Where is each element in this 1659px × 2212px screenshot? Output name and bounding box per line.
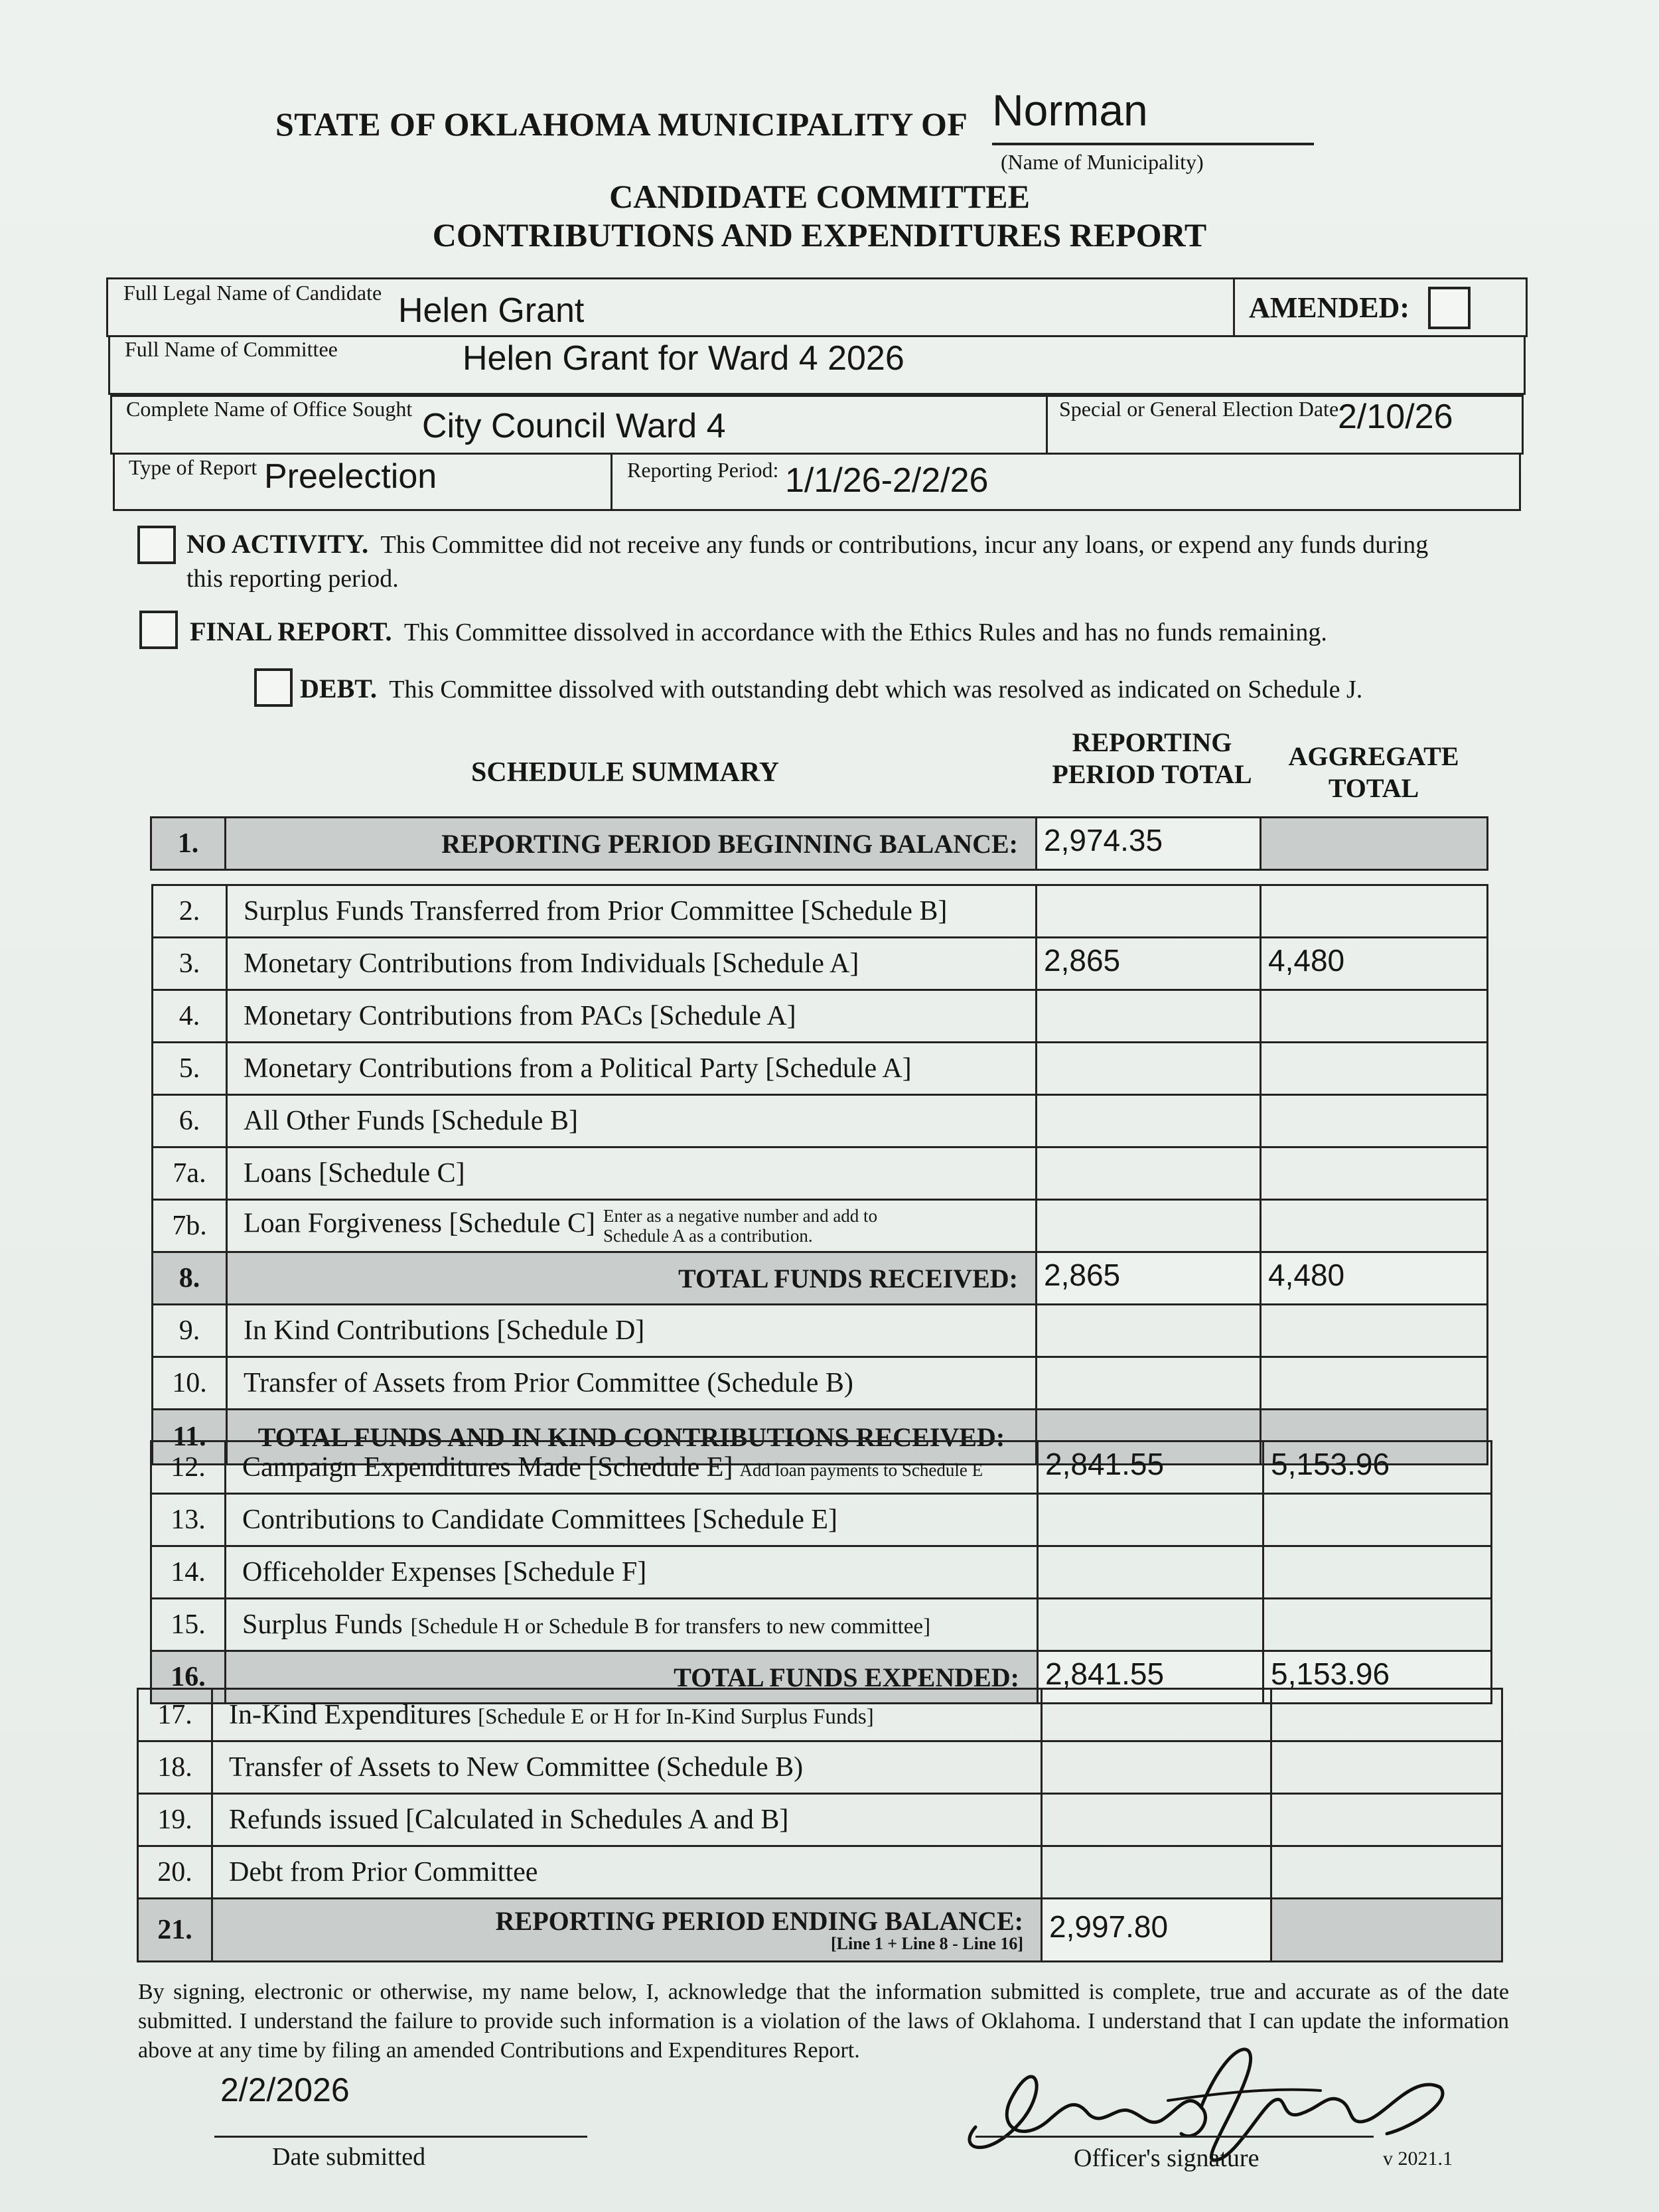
beginning-balance-table [150,816,1488,871]
period-amount[interactable]: 2,841.55 [1038,1651,1263,1704]
aggregate-amount[interactable] [1271,1741,1502,1794]
row-label-text: Surplus Funds [242,1609,403,1640]
aggregate-amount[interactable]: 5,153.96 [1263,1441,1492,1494]
amended-checkbox[interactable] [1428,287,1471,329]
row-label [227,1095,1037,1147]
aggregate-amount[interactable] [1271,1899,1502,1962]
aggregate-amount[interactable] [1263,1599,1492,1651]
date-submitted-value[interactable]: 2/2/2026 [220,2071,350,2108]
period-amount[interactable] [1037,990,1261,1043]
row-label-text: Campaign Expenditures Made [Schedule E] [242,1452,733,1483]
row-label-text: Loan Forgiveness [Schedule C] [244,1208,595,1239]
summary-row [153,990,1488,1043]
aggregate-amount[interactable] [1271,1689,1502,1741]
period-amount[interactable] [1037,1357,1261,1410]
row-label: TOTAL FUNDS RECEIVED: [227,1252,1037,1305]
period-amount[interactable] [1038,1599,1263,1651]
aggregate-amount[interactable] [1261,1147,1488,1200]
aggregate-amount[interactable] [1261,1043,1488,1095]
no-activity-title: NO ACTIVITY. [186,529,369,559]
ending-balance-label-cell [212,1899,1042,1962]
final-report-text: This Committee dissolved in accordance with the Ethics Rules and has no funds remaining. [403,619,1327,646]
row-number: 21. [138,1899,212,1962]
summary-row [153,938,1488,990]
summary-row [138,1794,1502,1846]
debt-text: This Committee dissolved with outstanding debt which was resolved as indicated on Schedule J. [389,676,1363,703]
aggregate-amount[interactable] [1261,1200,1488,1252]
row-label [212,1846,1042,1899]
row-label: TOTAL FUNDS AND IN KIND CONTRIBUTIONS RECEIVED: [227,1410,1037,1465]
row-label-text: Surplus Funds Transferred from Prior Committee [Schedule B] [244,896,948,926]
date-line [214,2136,587,2138]
period-label: Reporting Period: [627,458,779,482]
aggregate-amount[interactable] [1261,1357,1488,1410]
row-number: 11. [153,1410,227,1465]
row-label [226,1441,1038,1494]
row-label: Transfer of Assets from Prior Committee (Schedule B) [227,1357,1037,1410]
row-label-text: Debt from Prior Committee [229,1857,538,1887]
row-number: 2. [153,885,227,938]
row-label-text: In-Kind Expenditures [229,1700,472,1730]
aggregate-amount[interactable]: 4,480 [1261,938,1488,990]
row-label-text: Monetary Contributions from PACs [Schedule A] [244,1001,796,1031]
row-number: 18. [138,1741,212,1794]
amended-label: AMENDED: [1249,291,1409,324]
aggregate-amount[interactable]: 4,480 [1261,1252,1488,1305]
period-amount[interactable] [1037,1200,1261,1252]
row-number: 4. [153,990,227,1043]
row-label-text: Contributions to Candidate Committees [Schedule E] [242,1505,838,1535]
row-number: 13. [151,1494,226,1546]
period-amount[interactable] [1038,1494,1263,1546]
row-number: 14. [151,1546,226,1599]
row-label-text: Refunds issued [Calculated in Schedules A and B] [229,1805,789,1835]
row-label-text: Loans [Schedule C] [244,1158,465,1189]
municipality-caption: (Name of Municipality) [1001,150,1204,174]
row-label [227,1147,1037,1200]
summary-row [138,1741,1502,1794]
other-items-table [137,1688,1503,1962]
signature-caption: Officer's signature [1074,2144,1260,2172]
no-activity-option [186,526,1447,597]
row-label [227,938,1037,990]
row-note: [Schedule H or Schedule B for transfers to new committee] [410,1615,931,1639]
attestation-text: By signing, electronic or otherwise, my name below, I, acknowledge that the information submitted is complete, true and accurate as of the date submitted. I understand the failure to provide such information is a violation of the laws of Oklahoma. I understand that I can update the information above at any time by filing an amended Contributions and Expenditures Report. [138,1980,1509,2063]
row-number: 15. [151,1599,226,1651]
aggregate-amount[interactable] [1261,885,1488,938]
receipts-table [151,884,1488,1465]
row-number: 10. [153,1357,227,1410]
signature-line [975,2136,1374,2138]
aggregate-amount[interactable] [1261,1095,1488,1147]
row-label [227,885,1037,938]
row-number: 19. [138,1794,212,1846]
candidate-name[interactable]: Helen Grant [398,291,585,330]
row-label-text: All Other Funds [Schedule B] [244,1106,578,1136]
row-label [227,1200,1037,1252]
row-number: 9. [153,1305,227,1357]
period-amount[interactable] [1042,1846,1271,1899]
row-label: TOTAL FUNDS EXPENDED: [226,1651,1038,1704]
committee-name[interactable]: Helen Grant for Ward 4 2026 [463,339,904,378]
office-sought[interactable]: City Council Ward 4 [422,407,726,445]
final-report-checkbox[interactable] [139,611,178,649]
expenditures-table [150,1440,1492,1704]
summary-row [151,1494,1492,1546]
row-label: In Kind Contributions [Schedule D] [227,1305,1037,1357]
aggregate-amount[interactable]: 5,153.96 [1263,1651,1492,1704]
no-activity-checkbox[interactable] [137,526,176,564]
row-number: 1. [151,818,226,870]
summary-row-9 [153,1305,1488,1357]
row-number: 12. [151,1441,226,1494]
period-amount[interactable] [1037,1095,1261,1147]
row-label: REPORTING PERIOD ENDING BALANCE: [495,1905,1023,1936]
summary-row [151,1599,1492,1651]
aggregate-amount[interactable] [1261,1305,1488,1357]
row-label [212,1794,1042,1846]
final-report-title: FINAL REPORT. [190,617,392,646]
debt-option [300,671,1528,707]
election-date[interactable]: 2/10/26 [1338,398,1453,436]
aggregate-amount[interactable] [1261,990,1488,1043]
final-report-option [190,614,1517,650]
summary-row [138,1846,1502,1899]
summary-row-21 [138,1899,1502,1962]
summary-row-8 [153,1252,1488,1305]
row-number: 20. [138,1846,212,1899]
period-amount[interactable] [1042,1794,1271,1846]
candidate-label: Full Legal Name of Candidate [123,281,382,305]
aggregate-total-header: AGGREGATE TOTAL [1288,741,1459,803]
period-amount[interactable] [1038,1546,1263,1599]
row-label: REPORTING PERIOD BEGINNING BALANCE: [226,818,1037,870]
aggregate-amount[interactable] [1263,1546,1492,1599]
election-date-label: Special or General Election Date [1059,397,1339,421]
period-amount[interactable]: 2,841.55 [1038,1441,1263,1494]
row-number: 7a. [153,1147,227,1200]
summary-row-1 [151,818,1488,870]
debt-checkbox[interactable] [254,668,293,707]
municipality-underline [992,143,1314,145]
aggregate-amount[interactable] [1271,1846,1502,1899]
row-sublabel: [Line 1 + Line 8 - Line 16] [831,1933,1023,1953]
summary-row [153,1200,1488,1252]
period-amount[interactable] [1042,1741,1271,1794]
reporting-period[interactable]: 1/1/26-2/2/26 [785,461,989,500]
period-amount[interactable] [1037,1305,1261,1357]
row-number: 17. [138,1689,212,1741]
period-amount[interactable]: 2,865 [1037,938,1261,990]
summary-row [151,1441,1492,1494]
row-note: Add loan payments to Schedule E [739,1460,983,1480]
period-amount[interactable]: 2,997.80 [1042,1899,1271,1962]
date-caption: Date submitted [272,2143,426,2171]
state-municipality-label: STATE OF OKLAHOMA MUNICIPALITY OF [275,106,968,143]
aggregate-amount[interactable] [1261,818,1488,870]
committee-label: Full Name of Committee [125,337,338,361]
summary-row [138,1689,1502,1741]
row-number: 8. [153,1252,227,1305]
row-label [226,1546,1038,1599]
row-note: [Schedule E or H for In-Kind Surplus Funds] [478,1705,874,1729]
row-label-text: Officeholder Expenses [Schedule F] [242,1557,647,1587]
row-number: 7b. [153,1200,227,1252]
row-number: 5. [153,1043,227,1095]
row-label-text: Monetary Contributions from Individuals [Schedule A] [244,948,859,979]
municipality-name: Norman [992,86,1148,135]
form-version: v 2021.1 [1383,2148,1453,2170]
report-type[interactable]: Preelection [264,457,437,496]
row-number: 6. [153,1095,227,1147]
form-title-line1: CANDIDATE COMMITTEE [609,178,1030,215]
row-label [227,1043,1037,1095]
period-amount[interactable] [1037,1043,1261,1095]
aggregate-amount[interactable] [1271,1794,1502,1846]
no-activity-text: This Committee did not receive any funds or contributions, incur any loans, or expend any funds during this reporting period. [186,531,1429,593]
summary-row [153,1095,1488,1147]
row-label [226,1494,1038,1546]
row-note: Enter as a negative number and add to Schedule A as a contribution. [603,1206,878,1246]
summary-row [153,885,1488,938]
row-label-text: Monetary Contributions from a Political Party [Schedule A] [244,1053,912,1084]
summary-row [153,1043,1488,1095]
period-amount[interactable] [1037,885,1261,938]
schedule-summary-heading: SCHEDULE SUMMARY [471,757,780,788]
row-label [212,1689,1042,1741]
form-title-line2: CONTRIBUTIONS AND EXPENDITURES REPORT [432,216,1207,254]
row-label [212,1741,1042,1794]
row-label [226,1599,1038,1651]
row-number: 16. [151,1651,226,1704]
row-number: 3. [153,938,227,990]
reporting-period-total-header: REPORTING PERIOD TOTAL [1052,727,1252,789]
row-label-text: Transfer of Assets to New Committee (Schedule B) [229,1752,804,1783]
period-amount[interactable] [1037,1147,1261,1200]
period-amount[interactable]: 2,865 [1037,1252,1261,1305]
summary-row [153,1147,1488,1200]
report-type-label: Type of Report [129,455,257,479]
debt-title: DEBT. [300,674,377,703]
summary-row-10 [153,1357,1488,1410]
aggregate-amount[interactable] [1263,1494,1492,1546]
row-label [227,990,1037,1043]
period-amount[interactable] [1042,1689,1271,1741]
period-amount[interactable]: 2,974.35 [1037,818,1261,870]
office-label: Complete Name of Office Sought [126,397,413,421]
summary-row [151,1546,1492,1599]
